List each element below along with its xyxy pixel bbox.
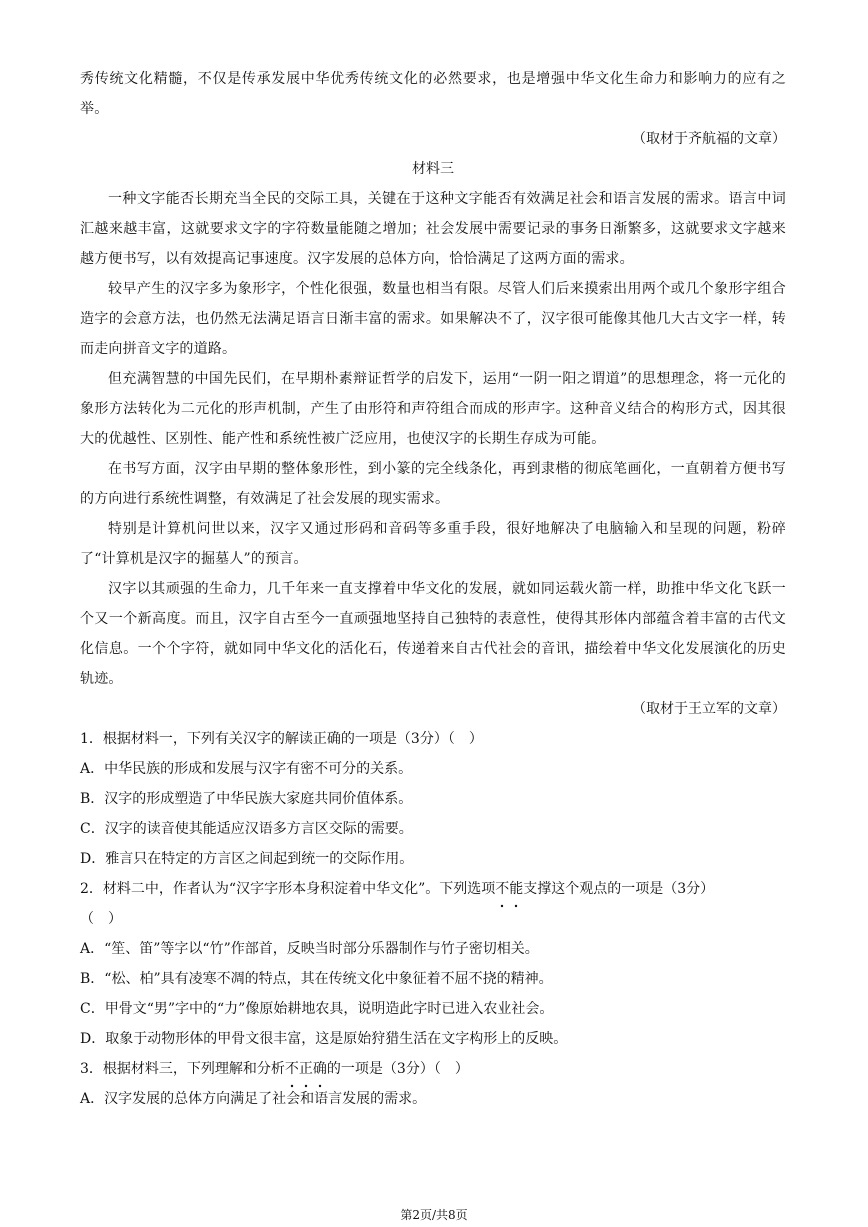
question-stem	[80, 874, 786, 904]
option-d: D．取象于动物形体的甲骨文很丰富，这是原始狩猎生活在文字构形上的反映。	[80, 1031, 568, 1047]
material-3-paragraph: 在书写方面，汉字由早期的整体象形性，到小篆的完全线条化，再到隶楷的彻底笔画化，一直朝着方便书写的方向进行系统性调整，有效满足了社会发展的现实需求。	[80, 461, 786, 507]
option-d: D．雅言只在特定的方言区之间起到统一的交际作用。	[80, 851, 414, 867]
material-3-paragraph: 一种文字能否长期充当全民的交际工具，关键在于这种文字能否有效满足社会和语言发展的需求。语言中词汇越来越丰富，这就要求文字的字符数量能随之增加；社会发展中需要记录的事务日渐繁多，这就要求文字越来越方便书写，以有效提高记事速度。汉字发展的总体方向，恰恰满足了这两方面的需求。	[80, 191, 786, 267]
material-3-title: 材料三	[412, 161, 454, 177]
source-citation-2: （取材于王立军的文章）	[632, 701, 786, 717]
question-stem: 1．根据材料一，下列有关汉字的解读正确的一项是（3分）（ ）	[80, 731, 483, 747]
emphasis-dotted-text	[285, 1061, 327, 1077]
page-content	[80, 64, 786, 1114]
question-3	[80, 1054, 786, 1114]
question-stem	[80, 1054, 786, 1084]
option-b: B．汉字的形成塑造了中华民族大家庭共同价值体系。	[80, 791, 413, 807]
emphasis-dots	[285, 1083, 327, 1089]
material-3-paragraph: 较早产生的汉字多为象形字，个性化很强，数量也相当有限。尽管人们后来摸索出用两个或几个象形字组合造字的会意方法，也仍然无法满足语言日渐丰富的需求。如果解决不了，汉字很可能像其他几大古文字一样，转而走向拼音文字的道路。	[80, 281, 786, 357]
stem-text: 2．材料二中，作者认为“汉字字形本身积淀着中华文化”。下列选项	[80, 881, 496, 897]
emphasis-dotted-text	[495, 881, 523, 897]
material-3-paragraph: 汉字以其顽强的生命力，几千年来一直支撑着中华文化的发展，就如同运载火箭一样，助推中华文化飞跃一个又一个新高度。而且，汉字自古至今一直顽强地坚持自己独特的表意性，使得其形体内部蕴含着丰富的古代文化信息。一个个字符，就如同中华文化的活化石，传递着来自古代社会的音讯，描绘着中华文化发展演化的历史轨迹。	[80, 581, 786, 687]
option-c: C．汉字的读音使其能适应汉语多方言区交际的需要。	[80, 821, 413, 837]
question-2	[80, 874, 786, 1054]
option-a: A．中华民族的形成和发展与汉字有密不可分的关系。	[80, 761, 413, 777]
material-3-paragraph: 但充满智慧的中国先民们，在早期朴素辩证哲学的启发下，运用“一阴一阳之谓道”的思想理念，将一元化的象形方法转化为二元化的形声机制，产生了由形符和声符组合而成的形声字。这种音义结合的构形方式，因其很大的优越性、区别性、能产性和系统性被广泛应用，也使汉字的长期生存成为可能。	[80, 371, 786, 447]
option-c: C．甲骨文“男”字中的“力”像原始耕地农具，说明造此字时已进入农业社会。	[80, 1001, 554, 1017]
stem-text: 的一项是（3分）（ ）	[326, 1061, 469, 1077]
emphasis-text: 不能	[495, 881, 524, 897]
stem-text: 支撑这个观点的一项是（3分）	[523, 881, 715, 897]
emphasis-text: 不正确	[284, 1061, 327, 1077]
emphasis-dots	[495, 903, 523, 909]
option-b: B．“松、柏”具有凌寒不凋的特点，其在传统文化中象征着不屈不挠的精神。	[80, 971, 553, 987]
option-a: A．汉字发展的总体方向满足了社会和语言发展的需求。	[80, 1091, 427, 1107]
question-1	[80, 724, 786, 874]
source-citation-1: （取材于齐航福的文章）	[632, 131, 786, 147]
stem-text: 3．根据材料三，下列理解和分析	[80, 1061, 285, 1077]
page-number: 第2页/共8页	[400, 1208, 468, 1222]
option-a: A．“笙、笛”等字以“竹”作部首，反映当时部分乐器制作与竹子密切相关。	[80, 941, 539, 957]
intro-continuation: 秀传统文化精髓，不仅是传承发展中华优秀传统文化的必然要求，也是增强中华文化生命力和影响力的应有之举。	[80, 71, 786, 117]
answer-blank: （ ）	[80, 911, 122, 927]
material-3-paragraph: 特别是计算机问世以来，汉字又通过形码和音码等多重手段，很好地解决了电脑输入和呈现的问题，粉碎了“计算机是汉字的掘墓人”的预言。	[80, 521, 786, 567]
